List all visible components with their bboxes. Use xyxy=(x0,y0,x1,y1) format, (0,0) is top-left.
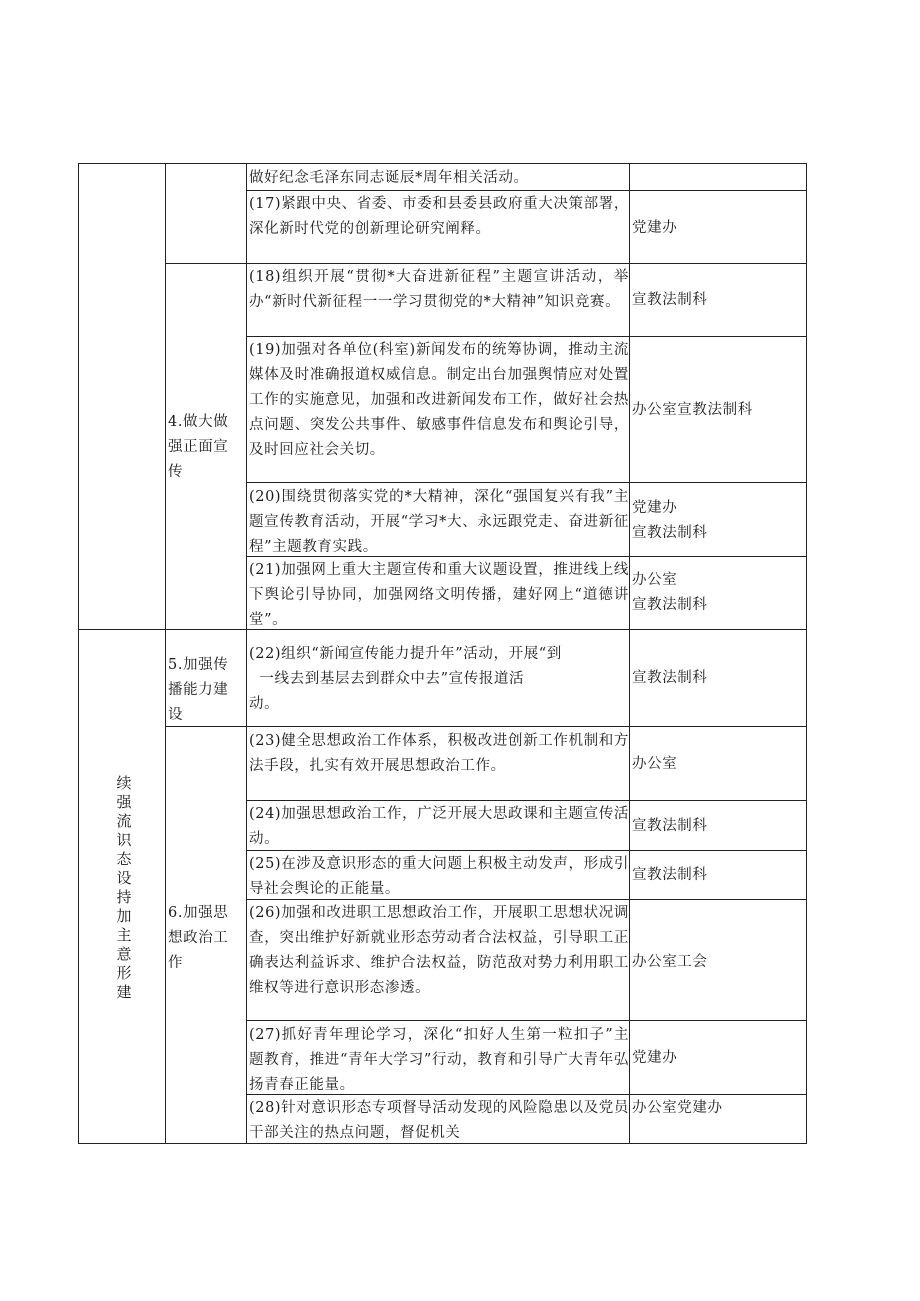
task-description: (17)紧跟中央、省委、市委和县委县政府重大决策部署，深化新时代党的创新理论研究阐释。 xyxy=(249,196,629,237)
category-label xyxy=(114,774,134,1002)
col-line xyxy=(246,163,247,1144)
responsible-dept: 宣教法制科 xyxy=(632,867,708,883)
task-description: (19)加强对各单位(科室)新闻发布的统筹协调，推动主流媒体及时准确报道权威信息。制定出台加强舆情应对处置工作的实施意见，加强和改进新闻发布工作，做好社会热点问题、突发公共事件、敏感事件信息发布和舆论引导，及时回应社会关切。 xyxy=(249,342,629,458)
col-line xyxy=(78,163,79,1144)
responsible-dept: 党建办 宣教法制科 xyxy=(632,500,708,541)
row-line xyxy=(246,1020,807,1021)
category-text: 续强流识态设持加主意形建 xyxy=(116,774,132,1001)
responsible-dept: 办公室工会 xyxy=(632,954,708,970)
task-description: (27)抓好青年理论学习，深化“扣好人生第一粒扣子”主题教育，推进“青年大学习”行动，教育和引导广大青年弘扬青春正能量。 xyxy=(249,1027,629,1093)
item-label: 6.加强思想政治工作 xyxy=(168,905,229,971)
task-description: (24)加强思想政治工作，广泛开展大思政课和主题宣传活动。 xyxy=(249,806,629,847)
responsible-dept: 办公室宣教法制科 xyxy=(632,402,753,418)
task-description: 做好纪念毛泽东同志诞辰*周年相关活动。 xyxy=(249,170,529,186)
task-description: (22)组织“新闻宣传能力提升年”活动，开展“到 一线去到基层去到群众中去”宣传报道活 动。 xyxy=(249,646,562,712)
responsible-dept: 办公室 xyxy=(632,756,678,772)
item-label: 5.加强传播能力建设 xyxy=(168,657,229,723)
task-description: (26)加强和改进职工思想政治工作，开展职工思想状况调查，突出维护好新就业形态劳动者合法权益，引导职工正确表达利益诉求、维护合法权益，防范敌对势力利用职工维权等进行意识形态渗透。 xyxy=(249,905,629,996)
task-description: (20)围绕贯彻落实党的*大精神，深化“强国复兴有我”主题宣传教育活动，开展“学习*大、永远跟党走、奋进新征程”主题教育实践。 xyxy=(249,489,629,555)
row-line xyxy=(165,263,807,264)
responsible-dept: 宣教法制科 xyxy=(632,818,708,834)
task-description: (25)在涉及意识形态的重大问题上积极主动发声，形成引导社会舆论的正能量。 xyxy=(249,856,629,897)
row-line xyxy=(246,800,807,801)
responsible-dept: 办公室 宣教法制科 xyxy=(632,572,708,613)
row-line xyxy=(165,726,807,727)
responsible-dept: 宣教法制科 xyxy=(632,292,708,308)
responsible-dept: 宣教法制科 xyxy=(632,670,708,686)
task-description: (23)健全思想政治工作体系，积极改进创新工作机制和方法手段，扎实有效开展思想政治工作。 xyxy=(249,733,629,774)
col-line xyxy=(629,163,630,1144)
task-description: (21)加强网上重大主题宣传和重大议题设置，推进线上线下舆论引导协同，加强网络文明传播，建好网上“道德讲堂”。 xyxy=(249,562,629,628)
responsible-dept: 办公室党建办 xyxy=(632,1100,723,1116)
col-line xyxy=(165,163,166,1144)
col-line xyxy=(806,163,807,1144)
task-description: (18)组织开展“贯彻*大奋进新征程”主题宣讲活动，举办“新时代新征程一一学习贯彻党的*大精神”知识竞赛。 xyxy=(249,269,629,310)
row-line xyxy=(246,336,807,337)
item-label: 4.做大做强正面宣传 xyxy=(168,414,229,480)
responsible-dept: 党建办 xyxy=(632,1050,678,1066)
row-line xyxy=(78,163,807,164)
row-line xyxy=(246,482,807,483)
responsible-dept: 党建办 xyxy=(632,220,678,236)
task-description: (28)针对意识形态专项督导活动发现的风险隐患以及党员干部关注的热点问题，督促机关 xyxy=(249,1100,629,1141)
